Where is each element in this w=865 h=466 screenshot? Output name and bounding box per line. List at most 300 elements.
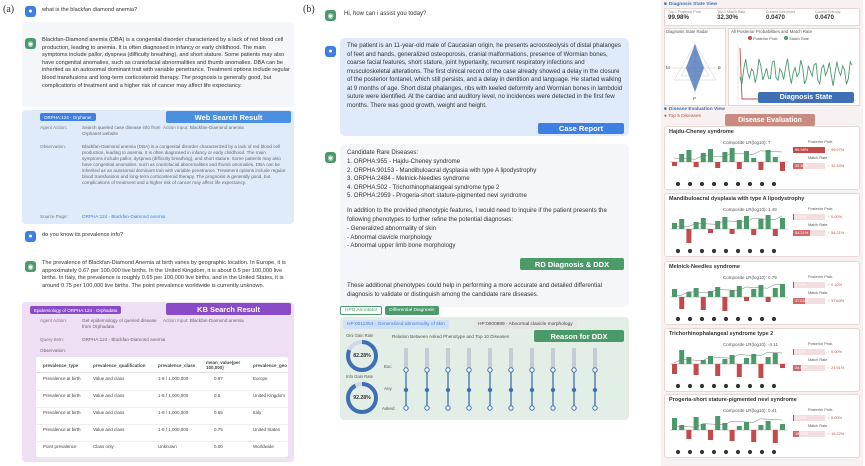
relation-dot (530, 388, 534, 392)
table-cell: 0.00 (214, 444, 223, 449)
kb-observation-label: Observation: (40, 348, 67, 353)
lr-bar (701, 424, 706, 430)
lr-bar (766, 297, 771, 302)
user-question-2: do you know its prevalence info? (42, 232, 124, 238)
mr-value: 24.51% (795, 365, 809, 370)
state-stat-label: Top-1 Posterior Prob (668, 10, 701, 14)
lr-bar (715, 287, 720, 297)
state-stat-value: 0.0470 (766, 14, 785, 21)
state-stat (766, 10, 813, 21)
phenotype-icon (676, 450, 680, 454)
bot-answer-1: Blackfan-Diamond anemia (DBA) is a congenital disorder characterized by a lack of red blood cell production, leading to anemia. It is often diagnosed in infancy or early childhood. The main symptoms include pallor, dyspnea (difficulty breathing), and short stature. Some patients may also have congenital anomalies, such as craniofacial abnormalities and thumb anomalies. DBA can be inherited as an autosomal dominant trait with variable penetrance. Treatment options include regular blood transfusions and long-term corticosteroid therapy. The prognosis is generally good, but complications of treatment and a higher risk of cancer may affect life expectancy. (42, 37, 290, 89)
relation-dot (572, 368, 576, 372)
table-cell: Value and class (93, 393, 125, 398)
disease-card[interactable] (664, 261, 860, 325)
relation-dot (425, 388, 429, 392)
table-row (36, 374, 288, 391)
table-cell: Prevalence at birth (43, 376, 81, 381)
relation-bar (425, 348, 429, 368)
state-stat (668, 10, 715, 21)
candidate-item: 4. ORPHA:502 - Trichorhinophalangeal syndrome type 2 (347, 183, 500, 191)
row-label-asked: Asked (382, 406, 395, 411)
phenotype-icon (688, 182, 692, 186)
composite-lr: Composite LR(log10): 7 (723, 140, 771, 145)
phenotype-icon (772, 384, 776, 388)
table-cell: 1-9 / 1,000,000 (158, 376, 189, 381)
kb-search-heading: KB Search Result (166, 303, 291, 315)
pp-value: 0.00% (795, 214, 807, 219)
kb-table (36, 357, 288, 457)
table-cell: Prevalence at birth (43, 427, 81, 432)
relation-bar (467, 348, 471, 368)
phenotype-icon (748, 384, 752, 388)
pp-value: 0.00% (795, 349, 807, 354)
lr-bar (744, 297, 749, 301)
phenotype-icon (700, 384, 704, 388)
disease-name: Hajdu-Cheney syndrome (669, 129, 734, 135)
phenotype-lr-chart (668, 144, 790, 190)
relation-bar (530, 348, 534, 368)
lr-bar (679, 219, 684, 229)
lr-bar (686, 292, 691, 297)
lr-bar (701, 297, 706, 310)
lr-bar (715, 162, 720, 168)
disease-card[interactable] (664, 193, 860, 257)
relation-dot (467, 368, 471, 372)
pp-fill (793, 415, 794, 421)
mr-label: Match Rate (808, 156, 828, 160)
lr-bar (773, 157, 778, 162)
state-stat-value: 0.0470 (815, 14, 834, 21)
lr-bar (744, 422, 749, 430)
lr-bar (722, 359, 727, 364)
kb-query: Query Item: ORPHA:124 - Blackfan-Diamond anemia (40, 337, 166, 342)
phenotype-icon (736, 317, 740, 321)
lr-bar (694, 364, 699, 375)
phenotype-item: - Abnormal clavicle morphology (347, 233, 432, 241)
lr-bar (730, 355, 735, 364)
table-cell: Value and class (93, 410, 125, 415)
lr-bar (773, 229, 778, 236)
lr-bar (744, 216, 749, 229)
relation-dot (446, 406, 450, 410)
relation-dot (488, 406, 492, 410)
lr-bar (686, 150, 691, 162)
phenotype-icon (712, 249, 716, 253)
panel-label-a: (a) (3, 4, 15, 15)
phenotype-list (347, 225, 455, 251)
state-stat-value: 32.30% (717, 14, 738, 21)
phenotype-icon (712, 450, 716, 454)
lr-bar (758, 219, 763, 229)
relation-bar (551, 348, 555, 368)
phenotype-icon (724, 384, 728, 388)
lr-bar (766, 421, 771, 430)
disease-card[interactable] (664, 126, 860, 190)
pp-label: Posterior Prob. (808, 408, 834, 412)
state-stat-label: Current Gini Index (766, 10, 796, 14)
case-report-heading: Case Report (538, 123, 624, 134)
candidate-item: 3. ORPHA:2484 - Melnick-Needles syndrome (347, 175, 470, 182)
phenotype-icon (724, 182, 728, 186)
pp-change: ↑ 0.00% (828, 415, 843, 420)
mr-change: ↑ 54.21% (828, 230, 845, 235)
phenotype-lr-chart (668, 211, 790, 257)
lr-bar (722, 297, 727, 311)
relation-dot (551, 406, 555, 410)
composite-lr: Composite LR(log10): 1.49 (723, 207, 777, 212)
lr-bar (686, 357, 691, 364)
hpo-chip-2[interactable]: HP:0000889 - Abnormal clavicle morphology (474, 320, 577, 329)
relation-dot (551, 368, 555, 372)
relation-bar (404, 348, 408, 368)
lr-bar (715, 221, 720, 229)
lr-bar (722, 423, 727, 430)
relation-dot (509, 368, 513, 372)
kb-agent-action: Agent Action: Get epidemiology of queried disease from Orphadata Action Input: Blackfan-Diamond anemia (40, 318, 244, 329)
table-cell: Value and class (93, 376, 125, 381)
phenotype-icon (736, 450, 740, 454)
lr-bar (730, 290, 735, 297)
relation-dot (509, 388, 513, 392)
phenotype-icon (724, 249, 728, 253)
lr-bar (780, 218, 785, 229)
phenotype-icon (688, 450, 692, 454)
radar-axis-m: M (666, 65, 670, 70)
relation-dot (572, 406, 576, 410)
relation-dot (425, 406, 429, 410)
row-label-any: Any (384, 386, 392, 391)
lr-bar (672, 364, 677, 374)
lr-bar (780, 364, 785, 368)
state-stat-value: 99.98% (668, 14, 689, 21)
lr-bar (758, 364, 763, 378)
state-view-title: ■ Diagnosis State View (664, 2, 718, 7)
user-avatar-b: ● (325, 46, 336, 57)
table-cell: United Kingdom (253, 393, 286, 398)
pp-label: Posterior Prob. (808, 140, 834, 144)
lr-bar (751, 229, 756, 235)
lr-bar (715, 364, 720, 376)
relation-dot (425, 368, 429, 372)
mr-value: 54.21% (795, 230, 809, 235)
pp-label: Posterior Prob. (808, 342, 834, 346)
user-question-1: what is the blackfan diamond anemia? (42, 7, 138, 13)
table-cell: Europe (253, 376, 268, 381)
phenotype-lr-chart (668, 412, 790, 458)
phenotype-icon (772, 450, 776, 454)
lr-bar (758, 285, 763, 297)
lr-bar (672, 418, 677, 430)
table-cell: Class only (93, 444, 114, 449)
disease-name: Melnick-Needles syndrome (669, 264, 740, 270)
mr-value: 19.22% (795, 431, 809, 436)
relation-dot (467, 406, 471, 410)
phenotype-icon (712, 384, 716, 388)
mr-change: ↑ 24.51% (828, 365, 845, 370)
phenotype-icon (676, 182, 680, 186)
gini-gauge-value: 82.28% (353, 353, 371, 359)
web-agent-action: Agent Action: Search queried case disease info from Orphanet website Action Input: Blackfan-Diamond anemia (40, 125, 244, 136)
candidate-list (347, 158, 536, 201)
phenotype-icon (760, 384, 764, 388)
phenotype-item: - Generalized abnormality of skin (347, 225, 437, 232)
relation-bar (488, 348, 492, 368)
composite-lr: Composite LR(log10): 0.41 (723, 408, 777, 413)
phenotype-icon (676, 249, 680, 253)
phenotype-icon (676, 384, 680, 388)
table-cell: 0.5 (214, 393, 221, 398)
lr-bar (751, 430, 756, 442)
panel-label-b: (b) (303, 4, 315, 15)
phenotype-icon (700, 450, 704, 454)
lr-bar (737, 364, 742, 377)
lr-bar (744, 151, 749, 162)
relation-bar (593, 348, 597, 368)
relation-dot (446, 388, 450, 392)
web-source-link[interactable]: ORPHA:124 - Blackfan-Diamond anemia (82, 214, 166, 219)
relation-dot (593, 368, 597, 372)
case-report-text: The patient is an 11-year-old male of Caucasian origin, he presents acroosteolysis of distal phalanges of feet and hands, generalized osteoporosis, cranial malformations, presence of Wormian bones, coarse facial features, short stature, joint hyperlaxity, recurrent respiratory infections and musculoskeletal alterations. The first clinical record of the case already showed a delay in the closure of the posterior fontanel, which still persists, and a delay in dentition and language. He started walking at 9 months of age. Short distal phalanges, ribs with keeled deformity and Wormian bones in lambdoid suture were identified. At the cardiac and auditory level, no incidences were detected in the first few months. There was good growth, weight and height. (347, 42, 623, 109)
relation-dot (572, 388, 576, 392)
lr-bar (780, 162, 785, 171)
mr-change: ↑ 37.63% (828, 298, 845, 303)
lr-bar (773, 430, 778, 443)
mr-label: Match Rate (808, 223, 828, 227)
posterior-legend (748, 36, 809, 41)
table-cell: Prevalence at birth (43, 393, 81, 398)
pp-change: ↑ 0.00% (828, 214, 843, 219)
lr-bar (722, 217, 727, 229)
mr-label: Match Rate (808, 358, 828, 362)
lr-bar (766, 150, 771, 162)
phenotype-icon (688, 317, 692, 321)
phenotype-icon (736, 182, 740, 186)
phenotype-lr-chart (668, 346, 790, 392)
phenotype-icon (772, 317, 776, 321)
tab-hpo-annotator[interactable]: HPO Annotator (340, 306, 382, 315)
table-row (36, 408, 288, 425)
lr-bar (766, 215, 771, 229)
phenotype-icon (712, 317, 716, 321)
phenotype-icon (760, 182, 764, 186)
state-stats (664, 8, 860, 26)
phenotype-icon (700, 317, 704, 321)
table-row (36, 425, 288, 442)
bot-avatar: ◉ (25, 38, 36, 49)
lr-bar (737, 162, 742, 169)
kb-table-header (36, 359, 288, 373)
phenotype-icon (748, 249, 752, 253)
relation-dot (530, 368, 534, 372)
composite-lr: Composite LR(log10): 0.79 (723, 275, 777, 280)
table-cell: Value and class (93, 427, 125, 432)
state-stat (815, 10, 862, 21)
candidates-title: Candidate Rare Diseases: (347, 149, 419, 156)
pp-change: ↑ 0.00% (828, 349, 843, 354)
phenotype-icon (700, 249, 704, 253)
phenotype-icon (688, 249, 692, 253)
pp-label: Posterior Prob. (808, 207, 834, 211)
disease-name: Progeria-short stature-pigmented nevi syndrome (669, 397, 797, 403)
col-header: prevalence_geo (253, 363, 287, 368)
relation-dot (404, 388, 408, 392)
disease-eval-heading: Disease Evaluation (725, 114, 815, 126)
lr-bar (679, 154, 684, 162)
table-cell: Worldwide (253, 444, 274, 449)
table-cell: 0.67 (214, 376, 223, 381)
tab-bar (340, 306, 439, 315)
lr-bar (780, 424, 785, 430)
table-row (36, 442, 288, 459)
pp-value: 0.10% (795, 282, 807, 287)
lr-bar (766, 357, 771, 364)
relation-bar (446, 348, 450, 368)
phenotype-icon (760, 317, 764, 321)
relation-dot (509, 406, 513, 410)
radar-title: Diagnosis State Radar (666, 29, 708, 34)
relation-dot (593, 388, 597, 392)
radar-axis-p: P (693, 96, 697, 101)
table-cell: United States (253, 427, 281, 432)
state-stat (717, 10, 764, 21)
web-tab[interactable]: ORPHA:124 - Orphanet (40, 113, 96, 121)
ddx-heading: RD Diagnosis & DDX (520, 258, 624, 270)
phenotype-icon (724, 317, 728, 321)
table-cell: Italy (253, 410, 262, 415)
table-cell: Prevalence at birth (43, 410, 81, 415)
row-label-exc: Exc (384, 364, 392, 369)
phenotype-item: - Abnormal upper limb bone morphology (347, 242, 456, 249)
lr-bar (730, 430, 735, 441)
lr-bar (672, 162, 677, 166)
lr-bar (744, 358, 749, 364)
relation-dot (467, 388, 471, 392)
mr-value: 32.30% (795, 163, 809, 168)
candidate-item: 1. ORPHA:955 - Hajdu-Cheney syndrome (347, 158, 461, 165)
pp-fill (793, 349, 794, 355)
tab-differential-diagnosis[interactable]: Differential Diagnosis (385, 306, 438, 315)
disease-name: Mandibuloacral dysplasia with type A lipodystrophy (669, 196, 805, 202)
radar-chart (666, 36, 724, 104)
phenotype-icon (736, 384, 740, 388)
lr-bar (672, 289, 677, 297)
candidate-item: 2. ORPHA:90153 - Mandibuloacral dysplasia with type A lipodystrophy (347, 166, 537, 174)
col-header: mean_value(per 100,000) (206, 360, 241, 370)
lr-bar (708, 430, 713, 440)
table-cell: 0.75 (214, 427, 223, 432)
info-gauge-value: 92.28% (353, 395, 371, 401)
state-stat-label: Top-1 Match Rate (717, 10, 746, 14)
lr-bar (758, 425, 763, 430)
relation-dot (530, 406, 534, 410)
pp-value: 99.98% (795, 147, 809, 152)
reason-heading: Reason for DDX (534, 330, 624, 342)
lr-bar (694, 417, 699, 430)
phenotype-icon (712, 182, 716, 186)
lr-bar (722, 152, 727, 162)
phenotype-lr-chart (668, 279, 790, 325)
phenotype-icon (724, 450, 728, 454)
lr-bar (686, 430, 691, 439)
lr-bar (708, 229, 713, 233)
relation-dot (404, 406, 408, 410)
lr-bar (679, 425, 684, 430)
lr-bar (679, 350, 684, 364)
web-observation: Observation: Blackfan-Diamond anemia (DBA) is a congenital disorder characterized by a lack of red blood cell production, leading to anemia. It is often diagnosed in infancy or early childhood. The main symptoms include pallor, dyspnea (difficulty breathing), and short stature. Some patients may also have congenital anomalies, such as craniofacial abnormalities and thumb anomalies. DBA can be inherited as an autosomal dominant trait with variable penetrance. Treatment options include regular blood transfusions and long-term corticosteroid therapy. The prognosis is generally good, but complications of treatment and a higher risk of cancer may affect life expectancy. (40, 144, 286, 185)
lr-bar (730, 229, 735, 234)
phenotype-icon (688, 384, 692, 388)
kb-tab[interactable]: Epidemiology of ORPHA:124 - Orphadata (30, 306, 121, 314)
table-cell: 1-9 / 1,000,000 (158, 427, 189, 432)
disease-name: Trichorhinophalangeal syndrome type 2 (669, 331, 774, 337)
lr-bar (694, 162, 699, 167)
web-source: Source Page: ORPHA:124 - Blackfan-Diamond anemia (40, 214, 166, 219)
composite-lr: Composite LR(log10): -4.11 (723, 342, 778, 347)
pp-change: ↑ 99.97% (828, 147, 845, 152)
bot-avatar-2: ◉ (25, 261, 36, 272)
pp-change: ↑ 0.10% (828, 282, 843, 287)
candidate-item: 5. ORPHA:2959 - Progeria-short stature-pigmented nevi syndrome (347, 192, 527, 199)
table-cell: 1-9 / 1,000,000 (158, 410, 189, 415)
phenotype-icon (748, 317, 752, 321)
lr-bar (751, 158, 756, 162)
relation-dot (593, 406, 597, 410)
top5-label: ● Top 5 Diseases (664, 114, 701, 119)
pp-value: 0.00% (795, 415, 807, 420)
relation-dot (488, 368, 492, 372)
phenotype-icon (748, 182, 752, 186)
web-search-heading: Web Search Result (166, 111, 291, 123)
pp-fill (793, 214, 794, 220)
table-cell: 0.65 (214, 410, 223, 415)
lr-bar (758, 162, 763, 170)
mr-label: Match Rate (808, 424, 828, 428)
lr-bar (701, 153, 706, 162)
pp-fill (793, 282, 794, 288)
mr-change: ↑ 32.30% (828, 163, 845, 168)
bot-avatar-b: ◉ (325, 10, 336, 21)
bot-answer-2: The prevalence of Blackfan-Diamond Anemia at birth varies by geographic location. In Europe, it is approximately 0.67 per 100,000 live births. In the United Kingdom, it is about 0.5 per 100,000 live births. In Italy, the prevalence is roughly 0.65 per 100,000 live births, and in the United States, it is around 0.75 per 100,000 live births. The point prevalence worldwide is currently unknown. (42, 260, 286, 289)
eval-view-title: ■ Disease Evaluation View (664, 107, 725, 112)
phenotype-icon (676, 317, 680, 321)
lr-bar (737, 426, 742, 430)
phenotype-icon (748, 450, 752, 454)
phenotype-icon (760, 450, 764, 454)
phenotype-icon (736, 249, 740, 253)
lr-bar (679, 297, 684, 309)
relation-dot (446, 368, 450, 372)
relation-title: Relation Between Asked Phenotype and Top 10 Diseases (392, 334, 510, 339)
mr-value: 37.63% (795, 298, 809, 303)
ddx-intro: In addition to the provided phenotypic features, I would need to inquire if the patient presents the following phenotypes to further refine the potential diagnoses: (347, 207, 607, 223)
posterior-title: All Posterior Probabilities and Match Rate (731, 29, 813, 34)
greeting: Hi, how can i assist you today? (344, 11, 427, 17)
hpo-chip-1[interactable]: HP:0011354 - Generalized abnormality of skin (343, 320, 449, 329)
state-view-icon: ■ (664, 2, 667, 7)
lr-bar (773, 288, 778, 297)
phenotype-icon (772, 249, 776, 253)
relation-bar (572, 348, 576, 368)
lr-bar (780, 284, 785, 297)
lr-bar (773, 353, 778, 364)
disease-card[interactable] (664, 394, 860, 458)
gini-gain-label: Gini Gain Rate (346, 333, 374, 338)
disease-card[interactable] (664, 328, 860, 392)
lr-bar (715, 416, 720, 430)
ddx-outro: These additional phenotypes could help in performing a more accurate and detailed differential diagnosis to validate or distinguish among the candidate rare diseases. (347, 282, 602, 298)
table-cell: 1-9 / 1,000,000 (158, 393, 189, 398)
